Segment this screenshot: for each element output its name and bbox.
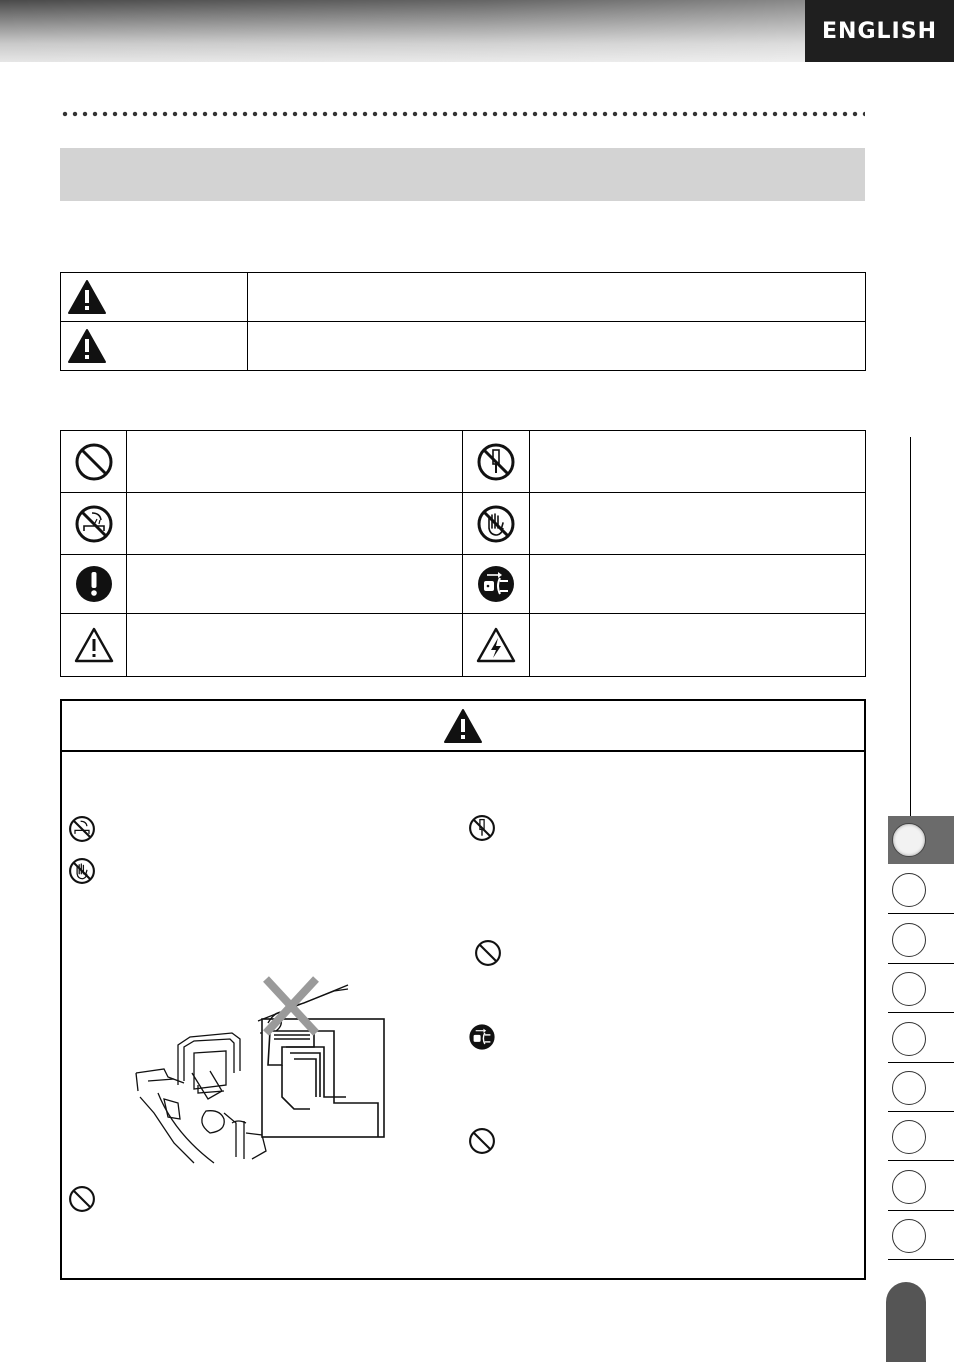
sidebar-nav-item[interactable] bbox=[888, 866, 954, 914]
header-band-shade bbox=[0, 0, 805, 62]
nav-circle-icon bbox=[892, 823, 926, 857]
warning-header bbox=[62, 701, 864, 752]
unplug-icon bbox=[468, 1023, 496, 1051]
table-row bbox=[61, 273, 866, 322]
nav-circle-icon bbox=[892, 923, 926, 957]
table-row bbox=[61, 431, 866, 493]
no-water-icon bbox=[68, 815, 96, 843]
sidebar-rule bbox=[910, 437, 911, 817]
nav-circle-icon bbox=[892, 1071, 926, 1105]
sidebar-nav-item[interactable] bbox=[888, 1015, 954, 1063]
sidebar-nav-item[interactable] bbox=[888, 1163, 954, 1211]
signal-word-table bbox=[60, 272, 866, 371]
warning-triangle-icon bbox=[67, 279, 107, 315]
nav-circle-icon bbox=[892, 1170, 926, 1204]
nav-circle-icon bbox=[892, 972, 926, 1006]
nav-circle-icon bbox=[892, 1120, 926, 1154]
section-title-band bbox=[60, 148, 865, 201]
no-disassembly-icon bbox=[476, 442, 516, 482]
sidebar-nav-item[interactable] bbox=[888, 1212, 954, 1260]
table-row bbox=[61, 614, 866, 677]
no-disassembly-icon bbox=[468, 814, 496, 842]
symbols-table bbox=[60, 430, 866, 677]
no-water-icon bbox=[74, 504, 114, 544]
prohibited-icon bbox=[474, 939, 502, 967]
sidebar-nav-item[interactable] bbox=[888, 1064, 954, 1112]
sidebar-nav-item[interactable] bbox=[888, 816, 954, 864]
dotted-rule bbox=[60, 110, 865, 118]
table-row bbox=[61, 322, 866, 371]
prohibited-icon bbox=[74, 442, 114, 482]
sidebar-nav-item[interactable] bbox=[888, 1113, 954, 1161]
page-number-tab bbox=[886, 1282, 926, 1362]
table-row bbox=[61, 555, 866, 614]
warning-section bbox=[60, 699, 866, 1280]
mandatory-action-icon bbox=[74, 564, 114, 604]
caution-icon bbox=[73, 626, 115, 664]
nav-circle-icon bbox=[892, 873, 926, 907]
sidebar-nav-item[interactable] bbox=[888, 965, 954, 1013]
electric-shock-icon bbox=[475, 626, 517, 664]
language-tab[interactable]: ENGLISH bbox=[805, 0, 954, 62]
cassette-illustration bbox=[134, 973, 390, 1169]
table-row bbox=[61, 493, 866, 555]
signal-description bbox=[248, 322, 866, 371]
prohibited-icon bbox=[68, 1185, 96, 1213]
unplug-icon bbox=[476, 564, 516, 604]
nav-circle-icon bbox=[892, 1022, 926, 1056]
warning-triangle-icon bbox=[67, 328, 107, 364]
nav-circle-icon bbox=[892, 1219, 926, 1253]
warning-triangle-icon bbox=[443, 708, 483, 744]
no-touch-icon bbox=[68, 857, 96, 885]
signal-description bbox=[248, 273, 866, 322]
sidebar-nav-item[interactable] bbox=[888, 916, 954, 964]
no-touch-icon bbox=[476, 504, 516, 544]
prohibited-icon bbox=[468, 1127, 496, 1155]
